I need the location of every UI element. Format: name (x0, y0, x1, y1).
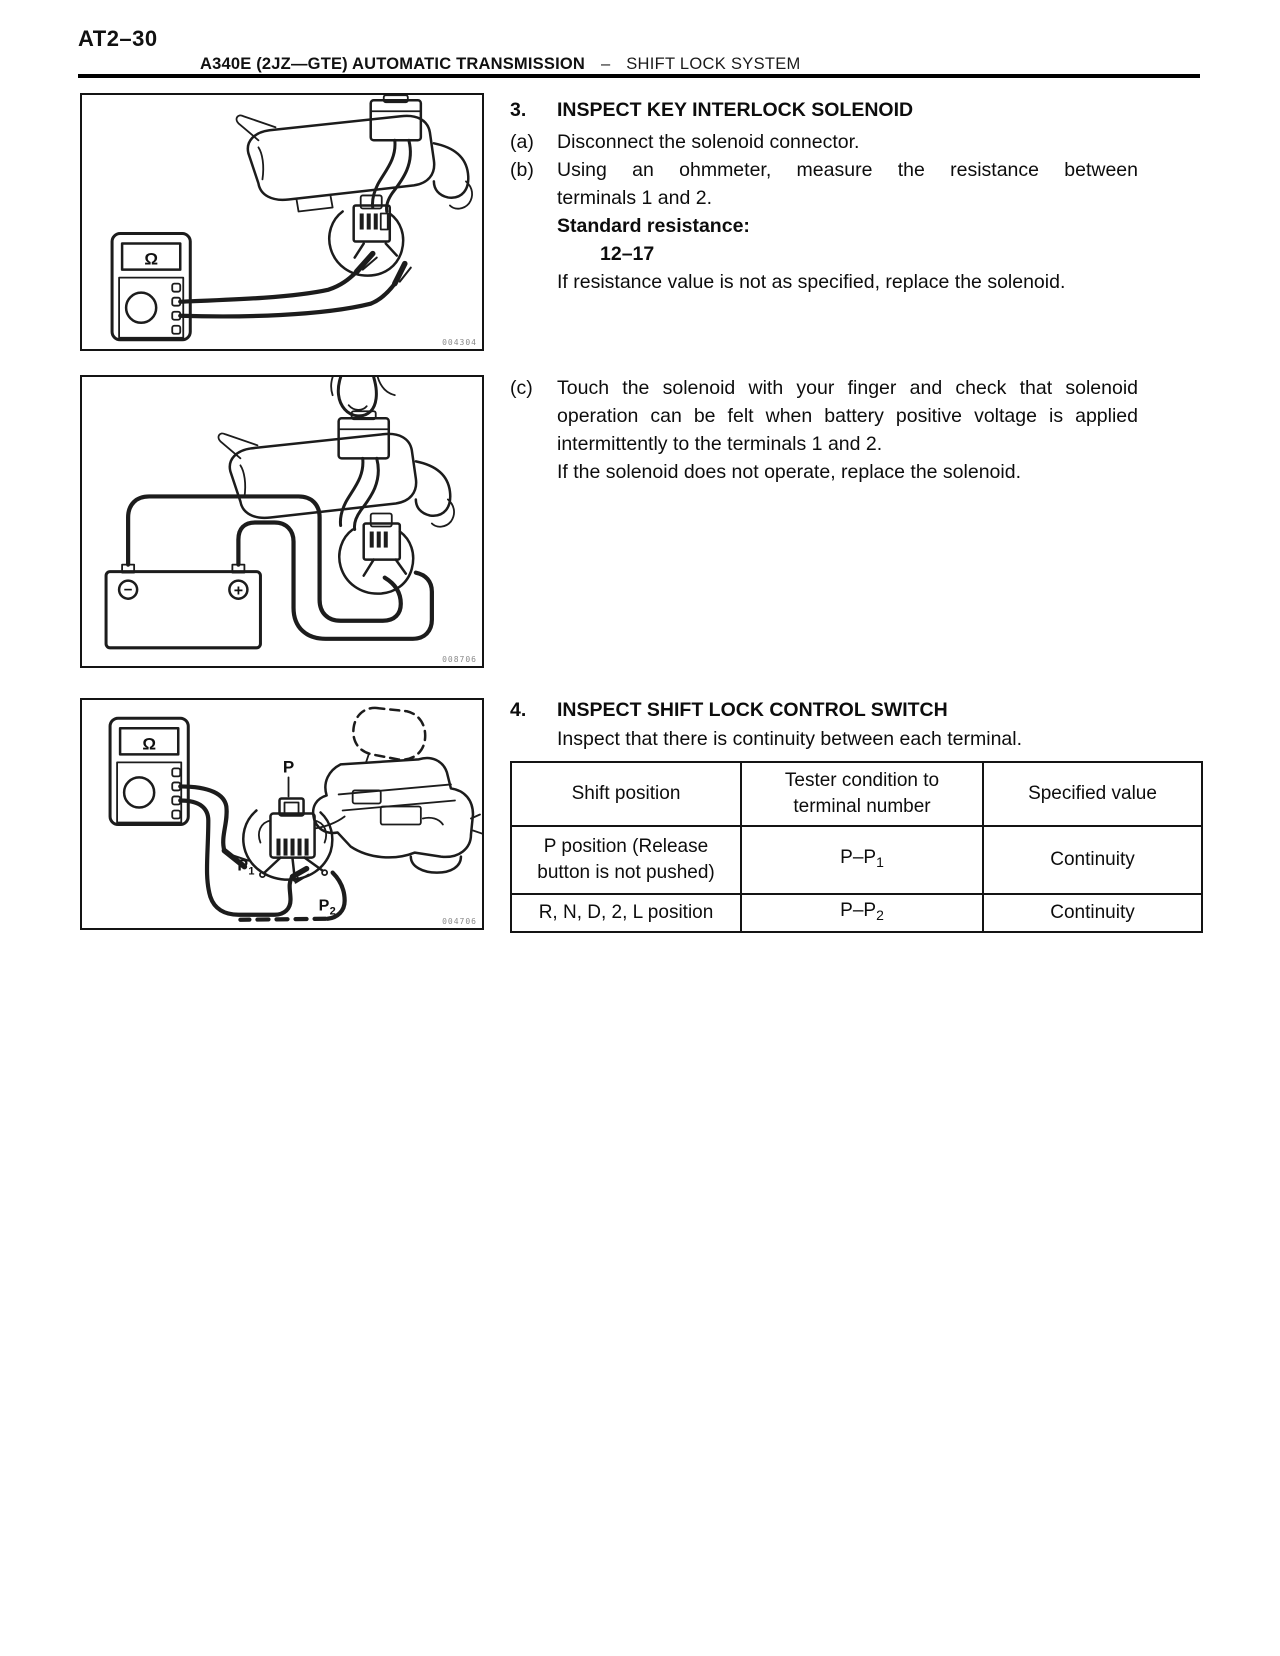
terminal-p2-subscript: 2 (329, 905, 336, 918)
battery-drawing (106, 565, 260, 648)
column-header-shift-position: Shift position (511, 762, 741, 826)
standard-resistance-value: 12–17 (600, 243, 655, 265)
column-header-tester-condition: Tester condition to terminal number (741, 762, 983, 826)
key-interlock-solenoid-drawing (371, 95, 421, 211)
cell-specified-value: Continuity (983, 826, 1202, 894)
tester-condition-base: P–P (840, 900, 877, 921)
header-rule (78, 74, 1200, 78)
terminal-p1-subscript: 1 (248, 865, 255, 878)
terminal-p2-label: P (318, 896, 330, 915)
ohmmeter-drawing (112, 234, 190, 340)
header-dash: – (601, 55, 611, 73)
table-header-row (511, 762, 1202, 826)
cell-tester-condition (741, 826, 983, 894)
table-row (511, 826, 1202, 894)
figure-key-interlock-solenoid-ohmmeter (80, 93, 484, 351)
step-c-line3: intermittently to the terminals 1 and 2. (557, 433, 883, 455)
terminal-labels (237, 757, 335, 917)
cell-shift-position: R, N, D, 2, L position (511, 894, 741, 932)
continuity-table (510, 761, 1203, 933)
key-interlock-solenoid-drawing (339, 411, 389, 529)
step-c (510, 374, 1138, 458)
ohm-symbol: Ω (142, 734, 156, 754)
step-b-note: If resistance value is not as specified, replace the solenoid. (557, 271, 1066, 293)
table-row (511, 894, 1202, 932)
section-3-number: 3. (510, 99, 527, 121)
tester-condition-subscript: 1 (876, 854, 884, 870)
step-c-note-row (510, 458, 1138, 486)
figure-code: 004706 (442, 917, 477, 926)
tester-condition-subscript: 2 (876, 907, 884, 923)
test-leads-drawing (180, 254, 411, 317)
column-header-specified-value: Specified value (983, 762, 1202, 826)
spec-label-row (510, 212, 1138, 240)
cell-tester-condition (741, 894, 983, 932)
spec-value-row (510, 240, 1138, 268)
section-4-number: 4. (510, 699, 527, 721)
battery-plus-label: + (233, 581, 244, 600)
step-b-line2: terminals 1 and 2. (557, 187, 713, 209)
step-c-line1: Touch the solenoid with your finger and check that solenoid (557, 377, 1138, 399)
step-a-text: Disconnect the solenoid connector. (557, 131, 860, 153)
section-4-intro-row (510, 725, 1138, 753)
figure-code: 008706 (442, 655, 477, 664)
section-4-heading (510, 696, 1138, 724)
terminal-p1-label: P (237, 856, 249, 875)
solenoid-battery-illustration (82, 377, 482, 666)
battery-minus-label: − (123, 581, 133, 599)
battery-wires-drawing (128, 496, 432, 638)
figure-solenoid-battery-check (80, 375, 484, 668)
page-number: AT2–30 (78, 26, 158, 51)
cell-specified-value: Continuity (983, 894, 1202, 932)
steering-lock-cylinder-drawing (219, 433, 455, 526)
cell-shift-position: P position (Release button is not pushed) (511, 826, 741, 894)
figure-code: 004304 (442, 338, 477, 347)
step-a (510, 128, 1138, 156)
step-c-note: If the solenoid does not operate, replace the solenoid. (557, 461, 1021, 483)
standard-resistance-label: Standard resistance: (557, 215, 750, 237)
tester-condition-base: P–P (840, 847, 877, 868)
step-b-note-row (510, 268, 1138, 296)
steering-lock-cylinder-drawing (237, 115, 473, 211)
section-3-heading (510, 96, 1138, 124)
figure-shift-lock-control-switch (80, 698, 484, 930)
step-b (510, 156, 1138, 212)
header-title: A340E (2JZ—GTE) AUTOMATIC TRANSMISSION (200, 55, 585, 73)
ohmmeter-drawing (110, 718, 188, 824)
header-section: SHIFT LOCK SYSTEM (626, 55, 801, 73)
shift-lever-assembly-drawing (313, 708, 482, 873)
solenoid-connector-drawing (339, 513, 413, 593)
shift-lock-switch-illustration (82, 700, 482, 928)
terminal-p-label: P (282, 757, 295, 777)
section-4-title: INSPECT SHIFT LOCK CONTROL SWITCH (557, 699, 948, 721)
step-b-line1: Using an ohmmeter, measure the resistance between (557, 159, 1138, 181)
page-header (200, 55, 801, 74)
step-b-label: (b) (510, 159, 534, 181)
finger-drawing (331, 377, 395, 416)
section-4-intro: Inspect that there is continuity between each terminal. (557, 728, 1023, 750)
ohm-symbol: Ω (144, 249, 159, 269)
key-interlock-ohmmeter-illustration (82, 95, 482, 349)
section-3-title: INSPECT KEY INTERLOCK SOLENOID (557, 99, 914, 121)
switch-connector-drawing (243, 798, 332, 881)
step-a-label: (a) (510, 131, 534, 153)
step-c-line2: operation can be felt when battery positive voltage is applied (557, 405, 1138, 427)
step-c-label: (c) (510, 377, 533, 399)
